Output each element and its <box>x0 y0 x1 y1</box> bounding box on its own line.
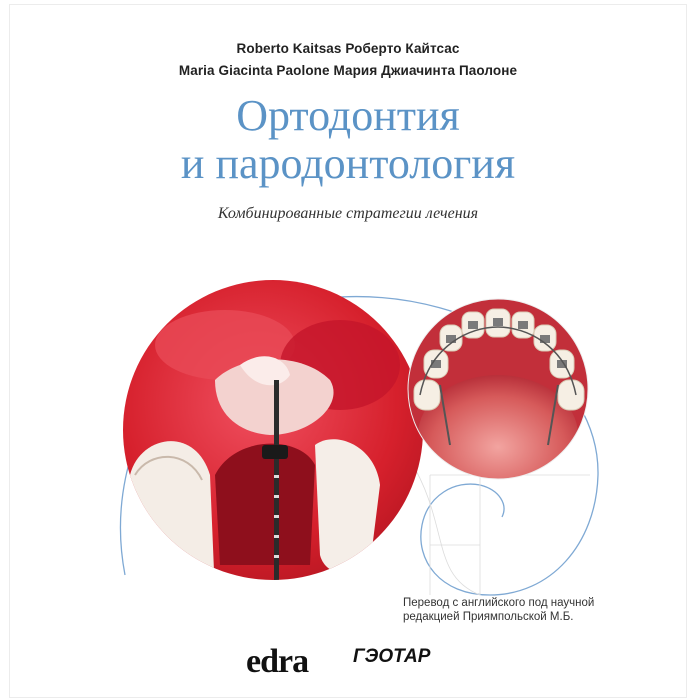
author-line-2: Maria Giacinta Paolone Мария Джиачинта Паолоне <box>178 63 518 78</box>
author-line-1: Roberto Kaitsas Роберто Кайтсас <box>236 41 460 56</box>
title-line-2: и пародонтология <box>180 139 516 188</box>
subtitle: Комбинированные стратегии лечения <box>217 205 479 222</box>
cover-artwork <box>10 5 686 697</box>
geotar-logo: ГЭОТАР <box>353 646 431 667</box>
title-line-1: Ортодонтия <box>236 91 460 140</box>
edra-logo: edra <box>246 643 309 680</box>
translation-line-1: Перевод с английского под научной <box>403 597 595 609</box>
orthodontic-photo <box>405 295 595 495</box>
translation-credit <box>403 596 594 624</box>
book-cover <box>10 5 686 697</box>
translation-line-2: редакцией Приямпольской М.Б. <box>403 611 574 623</box>
surgery-photo <box>110 275 440 595</box>
